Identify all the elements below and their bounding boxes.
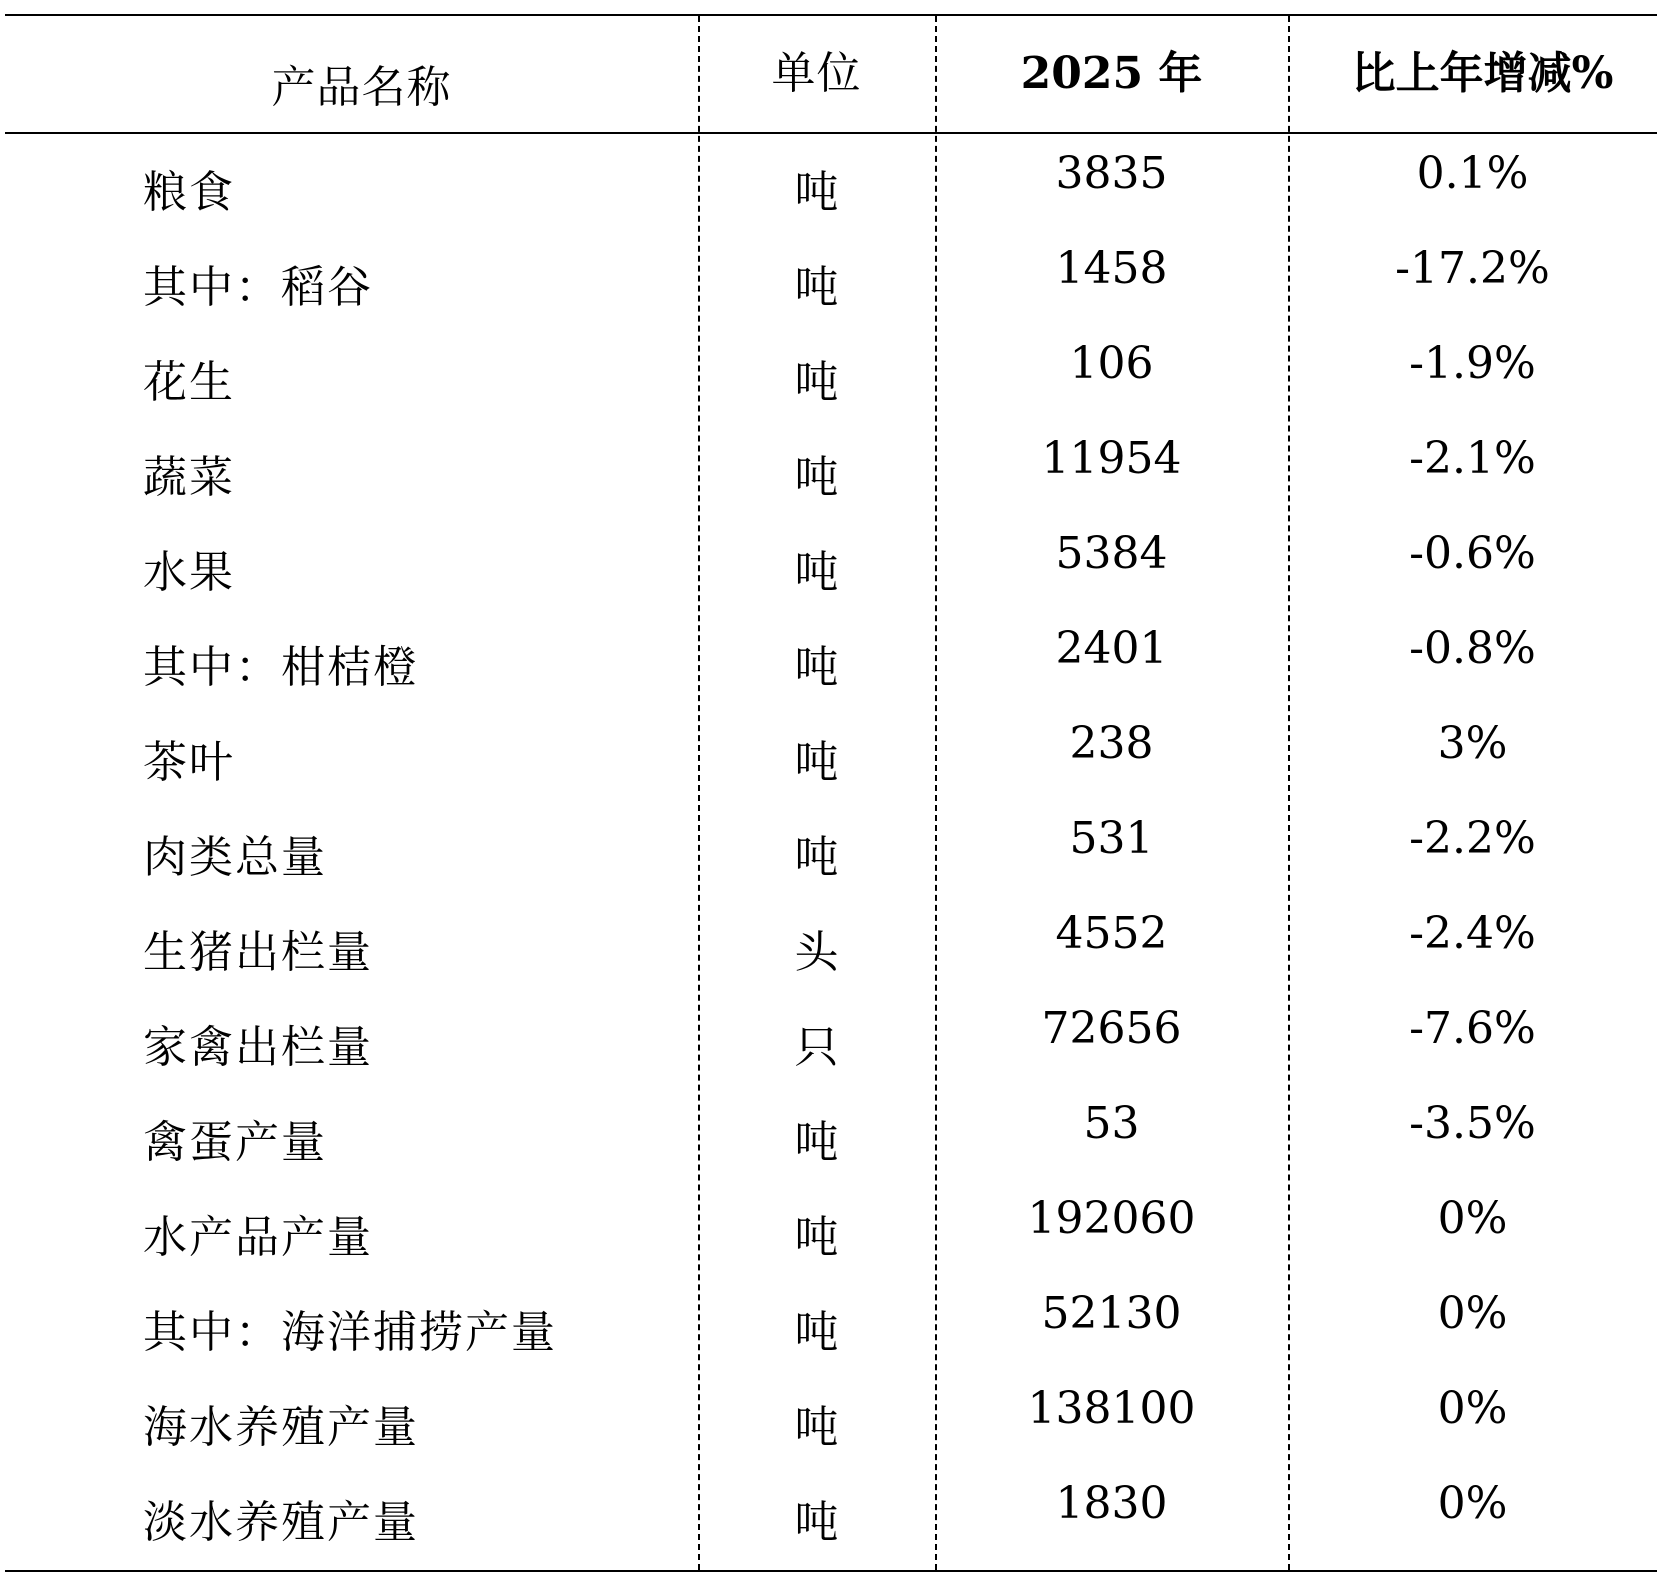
product-name-cell: 花生 [143, 356, 235, 408]
header-change [1288, 16, 1657, 132]
product-name-cell: 其中：海洋捕捞产量 [143, 1306, 557, 1358]
product-name-cell: 其中：柑桔橙 [143, 641, 419, 693]
value-cell: 2401 [1055, 623, 1168, 674]
change-cell: 0% [1437, 1193, 1508, 1244]
unit-cell: 吨 [794, 736, 839, 788]
change-cell: -3.5% [1409, 1098, 1536, 1149]
change-cell: 3% [1437, 718, 1508, 769]
product-name-cell: 家禽出栏量 [143, 1021, 373, 1073]
table-row [5, 1272, 1657, 1367]
header-change-label: 比上年增减% [1351, 48, 1614, 99]
table-header-row [5, 16, 1657, 134]
change-cell: 0.1% [1416, 148, 1529, 199]
table-row [5, 132, 1657, 227]
value-cell: 5384 [1055, 528, 1168, 579]
value-cell: 138100 [1027, 1383, 1196, 1434]
value-cell: 531 [1069, 813, 1154, 864]
data-table [5, 14, 1657, 1572]
change-cell: 0% [1437, 1383, 1508, 1434]
table-row [5, 797, 1657, 892]
unit-cell: 吨 [794, 1496, 839, 1548]
value-cell: 72656 [1041, 1003, 1182, 1054]
change-cell: -0.8% [1409, 623, 1536, 674]
table-row [5, 1082, 1657, 1177]
value-cell: 4552 [1055, 908, 1168, 959]
table-row [5, 1367, 1657, 1462]
header-product-name [5, 16, 698, 132]
header-unit-label: 单位 [771, 48, 862, 99]
unit-cell: 头 [794, 926, 839, 978]
product-name-cell: 水果 [143, 546, 235, 598]
table-row [5, 227, 1657, 322]
product-name-cell: 粮食 [143, 166, 235, 218]
value-cell: 11954 [1041, 433, 1182, 484]
unit-cell: 吨 [794, 356, 839, 408]
change-cell: -2.1% [1409, 433, 1536, 484]
table-row [5, 987, 1657, 1082]
table-row [5, 607, 1657, 702]
product-name-cell: 禽蛋产量 [143, 1116, 327, 1168]
unit-cell: 吨 [794, 166, 839, 218]
table-row [5, 1177, 1657, 1272]
product-name-cell: 蔬菜 [143, 451, 235, 503]
change-cell: -2.2% [1409, 813, 1536, 864]
unit-cell: 吨 [794, 1306, 839, 1358]
table-row [5, 417, 1657, 512]
product-name-cell: 淡水养殖产量 [143, 1496, 419, 1548]
value-cell: 238 [1069, 718, 1154, 769]
unit-cell: 只 [794, 1021, 839, 1073]
change-cell: -7.6% [1409, 1003, 1536, 1054]
change-cell: -17.2% [1395, 243, 1550, 294]
table-row [5, 892, 1657, 987]
value-cell: 3835 [1055, 148, 1168, 199]
product-name-cell: 肉类总量 [143, 831, 327, 883]
value-cell: 106 [1069, 338, 1154, 389]
table-row [5, 702, 1657, 797]
change-cell: 0% [1437, 1478, 1508, 1529]
value-cell: 1830 [1055, 1478, 1168, 1529]
product-name-cell: 其中：稻谷 [143, 261, 373, 313]
unit-cell: 吨 [794, 546, 839, 598]
header-year-label: 2025 年 [1020, 48, 1203, 99]
unit-cell: 吨 [794, 1401, 839, 1453]
value-cell: 53 [1083, 1098, 1140, 1149]
change-cell: -1.9% [1409, 338, 1536, 389]
header-year [935, 16, 1288, 132]
product-name-cell: 生猪出栏量 [143, 926, 373, 978]
product-name-cell: 茶叶 [143, 736, 235, 788]
value-cell: 52130 [1041, 1288, 1182, 1339]
change-cell: 0% [1437, 1288, 1508, 1339]
value-cell: 192060 [1027, 1193, 1196, 1244]
unit-cell: 吨 [794, 261, 839, 313]
product-name-cell: 水产品产量 [143, 1211, 373, 1263]
header-unit [698, 16, 935, 132]
unit-cell: 吨 [794, 451, 839, 503]
table-row [5, 512, 1657, 607]
unit-cell: 吨 [794, 1116, 839, 1168]
change-cell: -0.6% [1409, 528, 1536, 579]
table-row [5, 1462, 1657, 1557]
product-name-cell: 海水养殖产量 [143, 1401, 419, 1453]
unit-cell: 吨 [794, 831, 839, 883]
value-cell: 1458 [1055, 243, 1168, 294]
unit-cell: 吨 [794, 641, 839, 693]
table-row [5, 322, 1657, 417]
header-product-name-label: 产品名称 [271, 62, 452, 113]
unit-cell: 吨 [794, 1211, 839, 1263]
change-cell: -2.4% [1409, 908, 1536, 959]
